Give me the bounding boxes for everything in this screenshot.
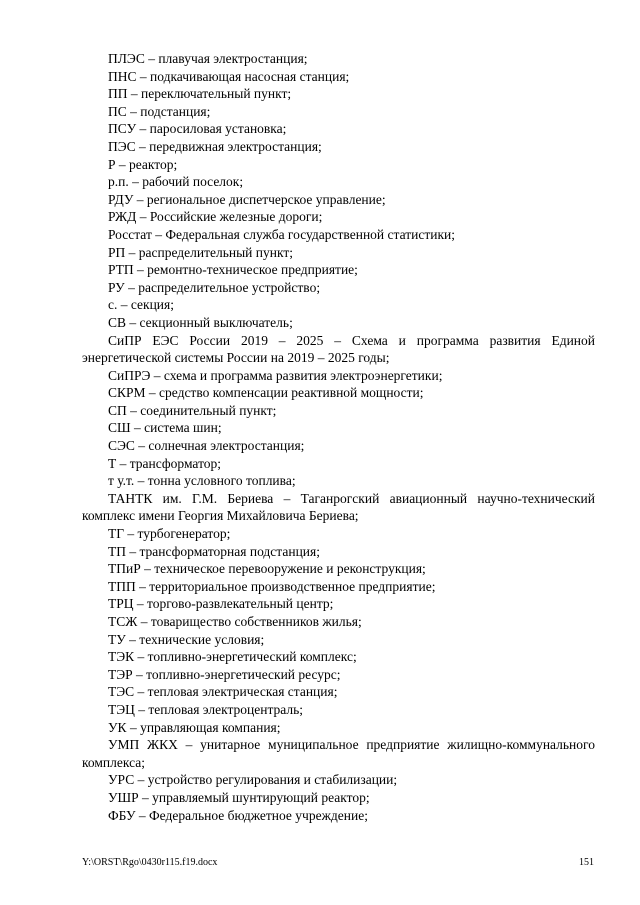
abbreviation-entry: УРС – устройство регулирования и стабилизации; [108,772,398,788]
abbreviation-entry: СКРМ – средство компенсации реактивной мощности; [108,385,424,401]
abbreviation-entry: ТСЖ – товарищество собственников жилья; [108,614,362,629]
abbreviation-entry: ПП – переключательный пункт; [108,86,292,102]
footer-page-number: 151 [579,857,594,868]
abbreviation-entry: ТАНТК им. Г.М. Бериева – Таганрогский авиационный научно-технический комплекс имени Георгия Михайловича Бериева; [82,490,595,524]
abbreviation-entry: УК – управляющая компания; [108,719,281,735]
abbreviation-entry: ПНС – подкачивающая насосная станция; [108,68,350,84]
abbreviation-entry: с. – секция; [108,297,174,313]
abbreviation-entry: РУ – распределительное устройство; [108,279,321,295]
abbreviation-entry: ТЭР – топливно-энергетический ресурс; [108,666,341,682]
abbreviation-entry: ТУ – технические условия; [108,631,265,647]
abbreviation-entry: ТЭК – топливно-энергетический комплекс; [108,649,357,665]
abbreviation-entry: ФБУ – Федеральное бюджетное учреждение; [108,807,368,823]
abbreviation-entry: ТГ – турбогенератор; [108,526,231,542]
abbreviation-entry: СВ – секционный выключатель; [108,314,293,330]
abbreviation-entry: СП – соединительный пункт; [108,402,277,418]
footer-file-path: Y:\ORST\Rgo\0430r115.f19.docx [82,857,218,868]
abbreviation-entry: ПС – подстанция; [108,103,211,119]
abbreviation-entry: СиПР ЕЭС России 2019 – 2025 – Схема и программа развития Единой энергетической системы России на 2019 – 2025 годы; [82,332,595,366]
abbreviation-entry: СЭС – солнечная электростанция; [108,438,305,454]
abbreviation-entry: ТП – трансформаторная подстанция; [108,543,320,559]
abbreviation-entry: РДУ – региональное диспетчерское управление; [108,191,386,207]
abbreviation-entry: Росстат – Федеральная служба государственной статистики; [108,226,455,242]
abbreviation-entry: УШР – управляемый шунтирующий реактор; [108,789,370,805]
abbreviation-entry: ТРЦ – торгово-развлекательный центр; [108,596,334,612]
abbreviation-entry: РП – распределительный пункт; [108,244,294,260]
abbreviation-entry: т у.т. – тонна условного топлива; [108,473,296,489]
abbreviation-list [82,50,595,824]
abbreviation-entry: ТПиР – техническое перевооружение и реконструкция; [108,561,426,577]
abbreviation-entry: Р – реактор; [108,156,178,172]
abbreviation-entry: ПСУ – паросиловая установка; [108,121,287,137]
abbreviation-entry: УМП ЖКХ – унитарное муниципальное предприятие жилищно-коммунального комплекса; [82,737,595,770]
abbreviation-entry: СШ – система шин; [108,420,222,436]
abbreviation-entry: ПЛЭС – плавучая электростанция; [108,51,308,66]
abbreviation-entry: ТЭС – тепловая электрическая станция; [108,684,338,700]
abbreviation-entry: Т – трансформатор; [108,455,222,471]
abbreviation-entry: РЖД – Российские железные дороги; [108,209,323,225]
abbreviation-entry: РТП – ремонтно-техническое предприятие; [108,262,358,278]
abbreviation-entry: ТПП – территориальное производственное предприятие; [108,578,436,594]
abbreviation-entry: ТЭЦ – тепловая электроцентраль; [108,701,304,717]
abbreviation-entry: ПЭС – передвижная электростанция; [108,138,322,154]
abbreviation-entry: р.п. – рабочий поселок; [108,174,244,190]
abbreviation-entry: СиПРЭ – схема и программа развития электроэнергетики; [108,367,443,383]
